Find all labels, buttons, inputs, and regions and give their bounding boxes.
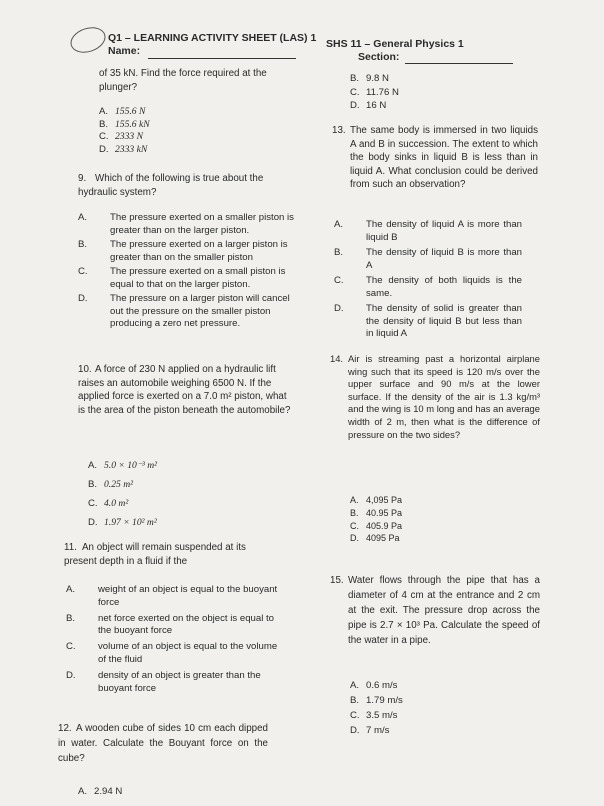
section-label: Section: [358,51,400,63]
q13-options [334,219,522,341]
question-12 [58,721,268,766]
option-d[interactable]: D. 2333 kN [99,143,148,155]
question-number: 9. [78,173,87,184]
option-b[interactable]: B. The density of liquid B is more than A [334,247,522,271]
question-10 [78,363,294,417]
q9-options [78,212,300,331]
option-a[interactable]: A. 5.0 × 10⁻³ m² [88,460,157,471]
q8-options [99,106,279,156]
question-text: A force of 230 N applied on a hydraulic lift raises an automobile weighing 6500 N. If the applied force is exerted on a 7.0 m² piston, what is the area of the piston beneath the automobile? [78,364,291,416]
name-label: Name: [108,45,141,57]
question-text: Which of the following is true about the hydraulic system? [78,173,264,198]
section-line[interactable] [405,63,513,64]
q8-continuation: of 35 kN. Find the force required at the plunger? [99,68,267,93]
option-b[interactable]: B. net force exerted on the object is equal to the buoyant force [66,612,274,637]
question-number: 12. [58,723,72,734]
option-c[interactable]: C. volume of an object is equal to the volume of the fluid [66,641,278,665]
question-number: 13. [332,125,346,136]
question-11 [64,541,274,568]
option-b[interactable]: B. 1.79 m/s [350,695,403,706]
option-d[interactable]: D. density of an object is greater than the buoyant force [66,669,261,694]
q12-options-continued [350,72,500,113]
option-b[interactable]: B. 0.25 m² [88,479,133,490]
option-a[interactable]: A. The pressure exerted on a smaller piston is greater than on the larger piston. [78,212,294,236]
question-13 [332,124,538,192]
name-line[interactable] [148,58,296,59]
question-text: Water flows through the pipe that has a diameter of 4 cm at the entrance and 2 cm at the exit. The pressure drop across the pipe is 2.7 × 10³ Pa. Calculate the speed of the water in a pipe. [348,575,540,646]
option-d[interactable]: D. The pressure on a larger piston will cancel out the pressure on the smaller piston producing a zero net pressure. [78,293,290,329]
option-b[interactable]: B. The pressure exerted on a larger piston is greater than on the smaller piston [78,239,288,263]
school-logo-icon [67,23,109,57]
option-c[interactable]: C. The density of both liquids is the same. [334,275,522,299]
option-a[interactable]: A. 4,095 Pa [350,495,403,505]
course-title: SHS 11 – General Physics 1 [326,38,464,50]
question-number: 10. [78,364,92,375]
option-c[interactable]: C. 405.9 Pa [350,520,403,531]
q14-options [350,494,500,545]
option-a[interactable]: A. The density of liquid A is more than liquid B [334,219,522,243]
option-c[interactable]: C. 11.76 N [350,86,399,98]
q12-options [78,786,238,799]
option-d[interactable]: D. 1.97 × 10² m² [88,517,157,528]
option-b[interactable]: B. 40.95 Pa [350,507,403,518]
option-d[interactable]: D. 16 N [350,100,387,111]
question-number: 15. [330,575,344,586]
question-number: 14. [330,353,344,364]
option-b[interactable]: B. 9.8 N [350,73,389,84]
option-c[interactable]: C. The pressure exerted on a small piston is equal to that on the larger piston. [78,266,286,290]
option-a[interactable]: A. 155.6 N [99,106,146,117]
option-c[interactable]: C. 4.0 m² [88,498,129,509]
option-d[interactable]: D. 4095 Pa [350,533,400,544]
option-d[interactable]: D. The density of solid is greater than the density of liquid B but less than in liquid A [334,303,522,339]
option-c[interactable]: C. 3.5 m/s [350,710,398,721]
question-number: 11. [64,542,77,553]
q11-options [66,584,278,695]
option-a[interactable]: A. 2.94 N [78,786,123,797]
q10-options [88,456,288,532]
question-14 [330,353,540,441]
option-b[interactable]: B. 155.6 kN [99,118,150,130]
sheet-title: Q1 – LEARNING ACTIVITY SHEET (LAS) 1 [108,32,317,44]
option-a[interactable]: A. weight of an object is equal to the buoyant force [66,584,278,608]
question-9 [78,172,290,199]
question-15 [330,573,540,648]
q15-options [350,678,500,738]
question-text: Air is streaming past a horizontal airplane wing such that its speed is 120 m/s over the upper surface and 90 m/s at the lower surface. If the density of the air is 1.3 kg/m³ and the wing is 10 m long and has an average width of 2 m, then what is the difference of pressure on the two sides? [348,353,540,440]
option-a[interactable]: A. 0.6 m/s [350,680,398,691]
question-text: A wooden cube of sides 10 cm each dipped in water. Calculate the Bouyant force on the cube? [58,723,268,764]
question-text: The same body is immersed in two liquids A and B in succession. The extent to which the body sinks in liquid B is less than in liquid A. What conclusion could be derived from such an observation? [350,125,538,190]
question-text: An object will remain suspended at its present depth in a fluid if the [64,542,246,567]
option-d[interactable]: D. 7 m/s [350,725,390,736]
option-c[interactable]: C. 2333 N [99,131,143,142]
